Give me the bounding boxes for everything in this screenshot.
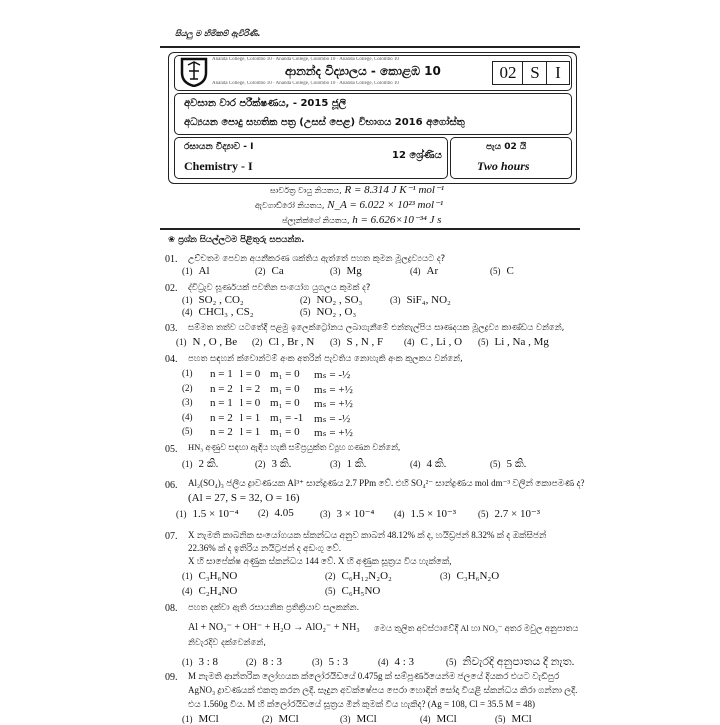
option-number: (1) bbox=[176, 509, 187, 519]
quantum-number: mₛ = -½ bbox=[314, 412, 351, 425]
option-value: 1 කි. bbox=[346, 458, 367, 470]
option-value: Cl , Br , N bbox=[268, 336, 315, 348]
question-text: HN₃ අණුව සඳහා ඇඳිය හැකි සම්ප්‍රයුක්ත ව්‍යූහ ගණන වන්නේ, bbox=[188, 442, 401, 452]
answer-option[interactable] bbox=[176, 507, 239, 520]
answer-option[interactable] bbox=[325, 585, 380, 597]
option-value: 1.5 × 10⁻⁴ bbox=[192, 508, 239, 520]
option-number: (2) bbox=[252, 337, 263, 347]
answer-option[interactable] bbox=[490, 458, 526, 471]
question-text: සම්මත තත්ව යටතේදී පළමු ඉලෙක්ට්‍රෝනය ලබාගැනීමේ එන්තැල්පිය සෘණදයක මූලද්‍රව්‍ය කාණ්ඩය වන්නේ, bbox=[188, 323, 565, 333]
option-number: (4) bbox=[378, 657, 389, 667]
question-text: නිවැරදිව දක්වෙන්නේ, bbox=[188, 638, 266, 648]
copyright-note: සියලු ම හිමිකම් ඇවිරිණි. bbox=[175, 29, 261, 38]
answer-option[interactable] bbox=[410, 265, 438, 277]
exam-title: අවසාන වාර පරීක්ෂණය, - 2015 ජූලි bbox=[184, 98, 347, 109]
option-number: (5) bbox=[495, 714, 506, 724]
answer-option[interactable] bbox=[390, 294, 451, 306]
quantum-number: n = 1 bbox=[210, 397, 233, 409]
option-number: (2) bbox=[325, 571, 336, 581]
quantum-number: l = 0 bbox=[240, 368, 261, 380]
option-number[interactable]: (4) bbox=[182, 411, 193, 422]
question-text: එය 1.560g විය. M හි ක්ලෝරයිඩයේ සූත්‍රය මින් කුමක් විය හැකිද? (Ag = 108, Cl = 35.5 M = 48) bbox=[188, 699, 535, 709]
option-value: Al bbox=[198, 265, 210, 277]
paper-code-box: I bbox=[546, 61, 570, 85]
constant-avogadro bbox=[255, 198, 443, 211]
option-number: (5) bbox=[490, 459, 501, 469]
answer-option[interactable] bbox=[330, 336, 383, 348]
question-text: ද්විධ්‍රැව ඝූර්ණයක් පවතින සංයෝග යුගලය කුමක් ද? bbox=[188, 283, 371, 293]
option-number: (1) bbox=[182, 266, 193, 276]
answer-option[interactable] bbox=[378, 656, 414, 668]
option-number: (3) bbox=[330, 459, 341, 469]
option-number: (4) bbox=[394, 509, 405, 519]
answer-option[interactable] bbox=[182, 713, 219, 725]
quantum-number: l = 2 bbox=[240, 382, 261, 395]
quantum-number: l = 0 bbox=[240, 397, 261, 409]
question-text: මෙය තුලිත අවස්ථාවේදී Al හා NO₃⁻ අතර මවුල අනුපාතය bbox=[374, 623, 579, 633]
option-number: (5) bbox=[478, 509, 489, 519]
option-value: C₂H₄NO bbox=[198, 585, 238, 597]
quantum-number: m₁ = -1 bbox=[270, 411, 304, 424]
option-number[interactable]: (3) bbox=[182, 397, 193, 407]
answer-option[interactable] bbox=[330, 458, 366, 471]
quantum-number: l = 1 bbox=[240, 411, 261, 424]
answer-option[interactable] bbox=[320, 507, 374, 520]
constant-gas bbox=[270, 183, 444, 196]
quantum-number: mₛ = +½ bbox=[314, 383, 353, 396]
option-number: (4) bbox=[182, 307, 193, 317]
option-value: Ar bbox=[426, 265, 439, 277]
instruction: ❀ ප්‍රශ්න සියල්ලටම පිළිතුරු සපයන්න. bbox=[168, 235, 305, 245]
quantum-number: m₁ = 0 bbox=[270, 382, 300, 395]
answer-option[interactable] bbox=[258, 507, 294, 519]
answer-option[interactable] bbox=[182, 294, 244, 306]
option-number: (1) bbox=[182, 571, 193, 581]
option-number: (2) bbox=[262, 714, 273, 724]
option-value: NO₂ , O₃ bbox=[316, 306, 357, 318]
answer-option[interactable] bbox=[255, 458, 291, 471]
watermark-text: Ananda College, Colombo 10 bbox=[212, 81, 272, 86]
option-number: (2) bbox=[255, 266, 266, 276]
option-number: (3) bbox=[312, 657, 323, 667]
duration-english: Two hours bbox=[477, 159, 530, 173]
watermark: Ananda College, Colombo 10 · Ananda College, Colombo 10 · Ananda College, Colombo 10 bbox=[212, 57, 399, 62]
question-number: 02. bbox=[165, 283, 178, 294]
quantum-number: mₛ = -½ bbox=[314, 369, 351, 381]
answer-option[interactable] bbox=[182, 265, 210, 277]
paper-code-box: 02 bbox=[492, 61, 524, 85]
question-number: 01. bbox=[165, 254, 178, 265]
answer-option[interactable] bbox=[410, 458, 446, 471]
question-number: 03. bbox=[165, 323, 178, 334]
option-value: 4.05 bbox=[274, 507, 294, 519]
option-number: (5) bbox=[300, 307, 311, 317]
option-value: MCl bbox=[278, 713, 299, 725]
option-value: නිවැරදි අනුපාතය දී නැත. bbox=[462, 656, 575, 668]
option-number: (3) bbox=[330, 337, 341, 347]
question-number: 08. bbox=[165, 603, 178, 614]
option-value: N , O , Be bbox=[192, 336, 238, 348]
option-number[interactable]: (2) bbox=[182, 382, 193, 393]
constant-label: ඇවගාඩ්රෝ නියතය, bbox=[255, 201, 325, 210]
option-value: NO₂ , SO₃ bbox=[316, 294, 363, 306]
constant-value: N_A = 6.022 × 10²³ mol⁻¹ bbox=[327, 199, 444, 211]
grade: 12 ශ්‍රේණිය bbox=[392, 150, 442, 161]
chemical-equation: Al + NO₃⁻ + OH⁻ + H₂O → AlO₂⁻ + NH₃ bbox=[188, 622, 360, 633]
option-value: 2.7 × 10⁻³ bbox=[494, 508, 541, 520]
question-text: AgNO₃ ද්‍රාවණයක් එකතු කරන ලදී. සෑදුන අවක්ෂේපය පෙරා හොඳින් සෝදා වියළී ස්කන්ධය කිරා ගන්නා ලදී. bbox=[188, 685, 578, 695]
answer-option[interactable] bbox=[330, 265, 362, 277]
question-text: උච්චතම පෙවන අයනීකරණ ශක්තිය ඇත්තේ පහත කුමන මූලද්‍රව්‍යයට ද? bbox=[188, 254, 446, 264]
option-value: CHCl₃ , CS₂ bbox=[198, 306, 254, 318]
option-value: 3 × 10⁻⁴ bbox=[336, 508, 375, 520]
answer-option[interactable] bbox=[182, 585, 237, 597]
option-value: Mg bbox=[346, 265, 362, 277]
option-number: (3) bbox=[340, 714, 351, 724]
option-number: (5) bbox=[446, 657, 457, 667]
option-value: 5 කි. bbox=[506, 458, 527, 470]
answer-option[interactable] bbox=[340, 713, 377, 725]
quantum-number: mₛ = +½ bbox=[314, 398, 353, 410]
option-value: C₃H₆N₂O bbox=[456, 570, 500, 582]
option-value: C₆H₅NO bbox=[341, 585, 381, 597]
option-value: MCl bbox=[356, 713, 377, 725]
quantum-number: n = 2 bbox=[210, 382, 233, 395]
answer-option[interactable] bbox=[176, 336, 237, 348]
option-number: (3) bbox=[390, 295, 401, 305]
option-number[interactable]: (1) bbox=[182, 368, 193, 378]
answer-option[interactable] bbox=[325, 570, 392, 582]
watermark-text: Ananda College, Colombo 10 bbox=[275, 81, 336, 86]
answer-option[interactable] bbox=[420, 713, 457, 725]
quantum-number: n = 2 bbox=[210, 411, 233, 424]
duration-sinhala: පැය 02 යි bbox=[486, 142, 527, 152]
question-number: 06. bbox=[165, 480, 178, 491]
option-value: 5 : 3 bbox=[328, 656, 349, 668]
question-text: පහත සඳහන් ක්වොන්ටම් අංක අතරින් පැවතිය නොහැකි අංක කුලකය වන්නේ, bbox=[188, 354, 463, 364]
option-number: (2) bbox=[258, 508, 269, 518]
option-number: (2) bbox=[255, 459, 266, 469]
quantum-number: l = 1 bbox=[240, 426, 261, 438]
option-value: 4 කි. bbox=[426, 458, 447, 470]
section-rule bbox=[160, 228, 580, 230]
option-number: (5) bbox=[478, 337, 489, 347]
option-number: (4) bbox=[410, 266, 421, 276]
option-number: (3) bbox=[320, 509, 331, 519]
option-value: MCl bbox=[436, 713, 457, 725]
quantum-number: m₁ = 0 bbox=[270, 426, 300, 438]
option-value: MCl bbox=[511, 713, 532, 725]
header-rule bbox=[160, 46, 580, 48]
constant-value: R = 8.314 J K⁻¹ mol⁻¹ bbox=[344, 184, 445, 196]
answer-option[interactable] bbox=[394, 507, 456, 520]
answer-option[interactable] bbox=[300, 294, 362, 306]
option-value: S , N , F bbox=[346, 336, 384, 348]
option-value: Ca bbox=[271, 265, 284, 277]
option-number: (1) bbox=[182, 714, 193, 724]
answer-option[interactable] bbox=[440, 570, 499, 582]
answer-option[interactable] bbox=[478, 336, 549, 348]
watermark: Ananda College, Colombo 10 · Ananda College, Colombo 10 · Ananda College, Colombo 10 bbox=[212, 81, 399, 86]
option-value: SiF₄, NO₂ bbox=[406, 294, 451, 306]
option-value: C₆H₁₂N₂O₂ bbox=[341, 570, 392, 582]
answer-option[interactable] bbox=[255, 265, 284, 277]
constant-label: ප්ලෑන්ක්ගේ නියතය, bbox=[282, 216, 350, 225]
question-text: M නැමති ආන්තරික ලෝහයක ක්ලෝරයිඩයේ 0.475g ක් සම්පූර්ණයෙන්ම ජලයේ දියකර එයට වැඩිපුර bbox=[188, 671, 560, 681]
option-number: (1) bbox=[176, 337, 187, 347]
answer-option[interactable] bbox=[300, 306, 356, 318]
exam-subtitle: අධ්‍යයන පොදු සහතික පත්‍ර (උසස් පෙළ) විභාගය 2016 අගෝස්තු bbox=[184, 117, 465, 128]
answer-option[interactable] bbox=[182, 458, 218, 471]
subject-sinhala: රසායන විද්‍යාව - I bbox=[184, 142, 254, 152]
option-number: (3) bbox=[330, 266, 341, 276]
option-number: (5) bbox=[325, 586, 336, 596]
option-value: 3 කි. bbox=[271, 458, 292, 470]
school-name: ආනන්ද විද්‍යාලය - කොළඹ 10 bbox=[285, 64, 441, 78]
answer-option[interactable] bbox=[446, 656, 574, 669]
answer-option[interactable] bbox=[495, 713, 532, 725]
watermark-text: Ananda College, Colombo 10 bbox=[339, 57, 399, 62]
option-number: (1) bbox=[182, 657, 193, 667]
option-number[interactable]: (5) bbox=[182, 426, 193, 436]
option-value: 4 : 3 bbox=[394, 656, 415, 668]
watermark-text: Ananda College, Colombo 10 bbox=[275, 57, 336, 62]
option-value: 1.5 × 10⁻³ bbox=[410, 508, 457, 520]
option-value: 2 කි. bbox=[198, 458, 219, 470]
subject-english: Chemistry - I bbox=[184, 159, 253, 173]
question-number: 04. bbox=[165, 354, 178, 365]
option-value: C₃H₆NO bbox=[198, 570, 238, 582]
answer-option[interactable] bbox=[262, 713, 299, 725]
option-number: (1) bbox=[182, 459, 193, 469]
option-value: 3 : 8 bbox=[198, 656, 219, 668]
option-number: (3) bbox=[440, 571, 451, 581]
paper-code-box: S bbox=[522, 61, 548, 85]
quantum-number: n = 2 bbox=[210, 426, 233, 438]
answer-option[interactable] bbox=[312, 656, 348, 668]
question-text: X නැමති කාබනික සංයෝගයක ස්කන්ධය අනුව කාබන් 48.12% ක් ද, හයිඩ්‍රජන් 8.32% ක් ද ඔක්සිජන් bbox=[188, 530, 547, 540]
quantum-number: m₁ = 0 bbox=[270, 368, 300, 380]
option-value: SO₂ , CO₂ bbox=[198, 294, 244, 306]
option-number: (4) bbox=[182, 586, 193, 596]
option-number: (2) bbox=[300, 295, 311, 305]
question-text: X හි සාපේක්ෂ අණුක ස්කන්ධය 144 වේ. X හි අණුක සූත්‍රය විය හැක්කේ, bbox=[188, 556, 452, 566]
question-number: 05. bbox=[165, 444, 178, 455]
question-text: පහත දක්වා ඇති රසායනික ප්‍රතික්‍රියාව සලකන්න. bbox=[188, 603, 360, 613]
watermark-text: Ananda College, Colombo 10 bbox=[212, 57, 272, 62]
question-text: 22.36% ක් ද ඉතිරිය නයිට්‍රජන් ද අඩංගු වේ. bbox=[188, 543, 342, 553]
answer-option[interactable] bbox=[182, 570, 237, 582]
quantum-number: m₁ = 0 bbox=[270, 397, 300, 409]
option-number: (2) bbox=[246, 657, 257, 667]
answer-option[interactable] bbox=[490, 265, 514, 277]
answer-option[interactable] bbox=[252, 336, 314, 348]
option-value: MCl bbox=[198, 713, 219, 725]
option-value: C , Li , O bbox=[420, 336, 463, 348]
option-number: (1) bbox=[182, 295, 193, 305]
answer-option[interactable] bbox=[404, 336, 462, 348]
option-value: Li , Na , Mg bbox=[494, 336, 549, 348]
answer-option[interactable] bbox=[246, 656, 282, 668]
quantum-number: n = 1 bbox=[210, 368, 233, 380]
answer-option[interactable] bbox=[478, 507, 540, 520]
answer-option[interactable] bbox=[182, 656, 218, 668]
constant-value: h = 6.626×10⁻³⁴ J s bbox=[352, 214, 442, 226]
constant-planck bbox=[282, 213, 441, 226]
question-number: 07. bbox=[165, 531, 178, 542]
constant-label: සාර්වත්‍ර වායු නියතය, bbox=[270, 186, 342, 195]
option-value: C bbox=[506, 265, 514, 277]
atomic-masses: (Al = 27, S = 32, O = 16) bbox=[188, 492, 300, 504]
question-number: 09. bbox=[165, 672, 178, 683]
option-value: 8 : 3 bbox=[262, 656, 283, 668]
question-text: Al₂(SO₄)₃ ජලීය ද්‍රාවණයක Al³⁺ සාන්ද්‍රණය 2.7 PPm වේ. එහි SO₄²⁻ සාන්ද්‍රණය mol dm⁻³ වලින් කොපමණ ද? bbox=[188, 478, 585, 488]
option-number: (4) bbox=[404, 337, 415, 347]
watermark-text: Ananda College, Colombo 10 bbox=[339, 81, 399, 86]
school-logo bbox=[180, 57, 208, 87]
option-number: (4) bbox=[410, 459, 421, 469]
quantum-number: mₛ = +½ bbox=[314, 427, 353, 439]
option-number: (5) bbox=[490, 266, 501, 276]
option-number: (4) bbox=[420, 714, 431, 724]
answer-option[interactable] bbox=[182, 306, 254, 318]
